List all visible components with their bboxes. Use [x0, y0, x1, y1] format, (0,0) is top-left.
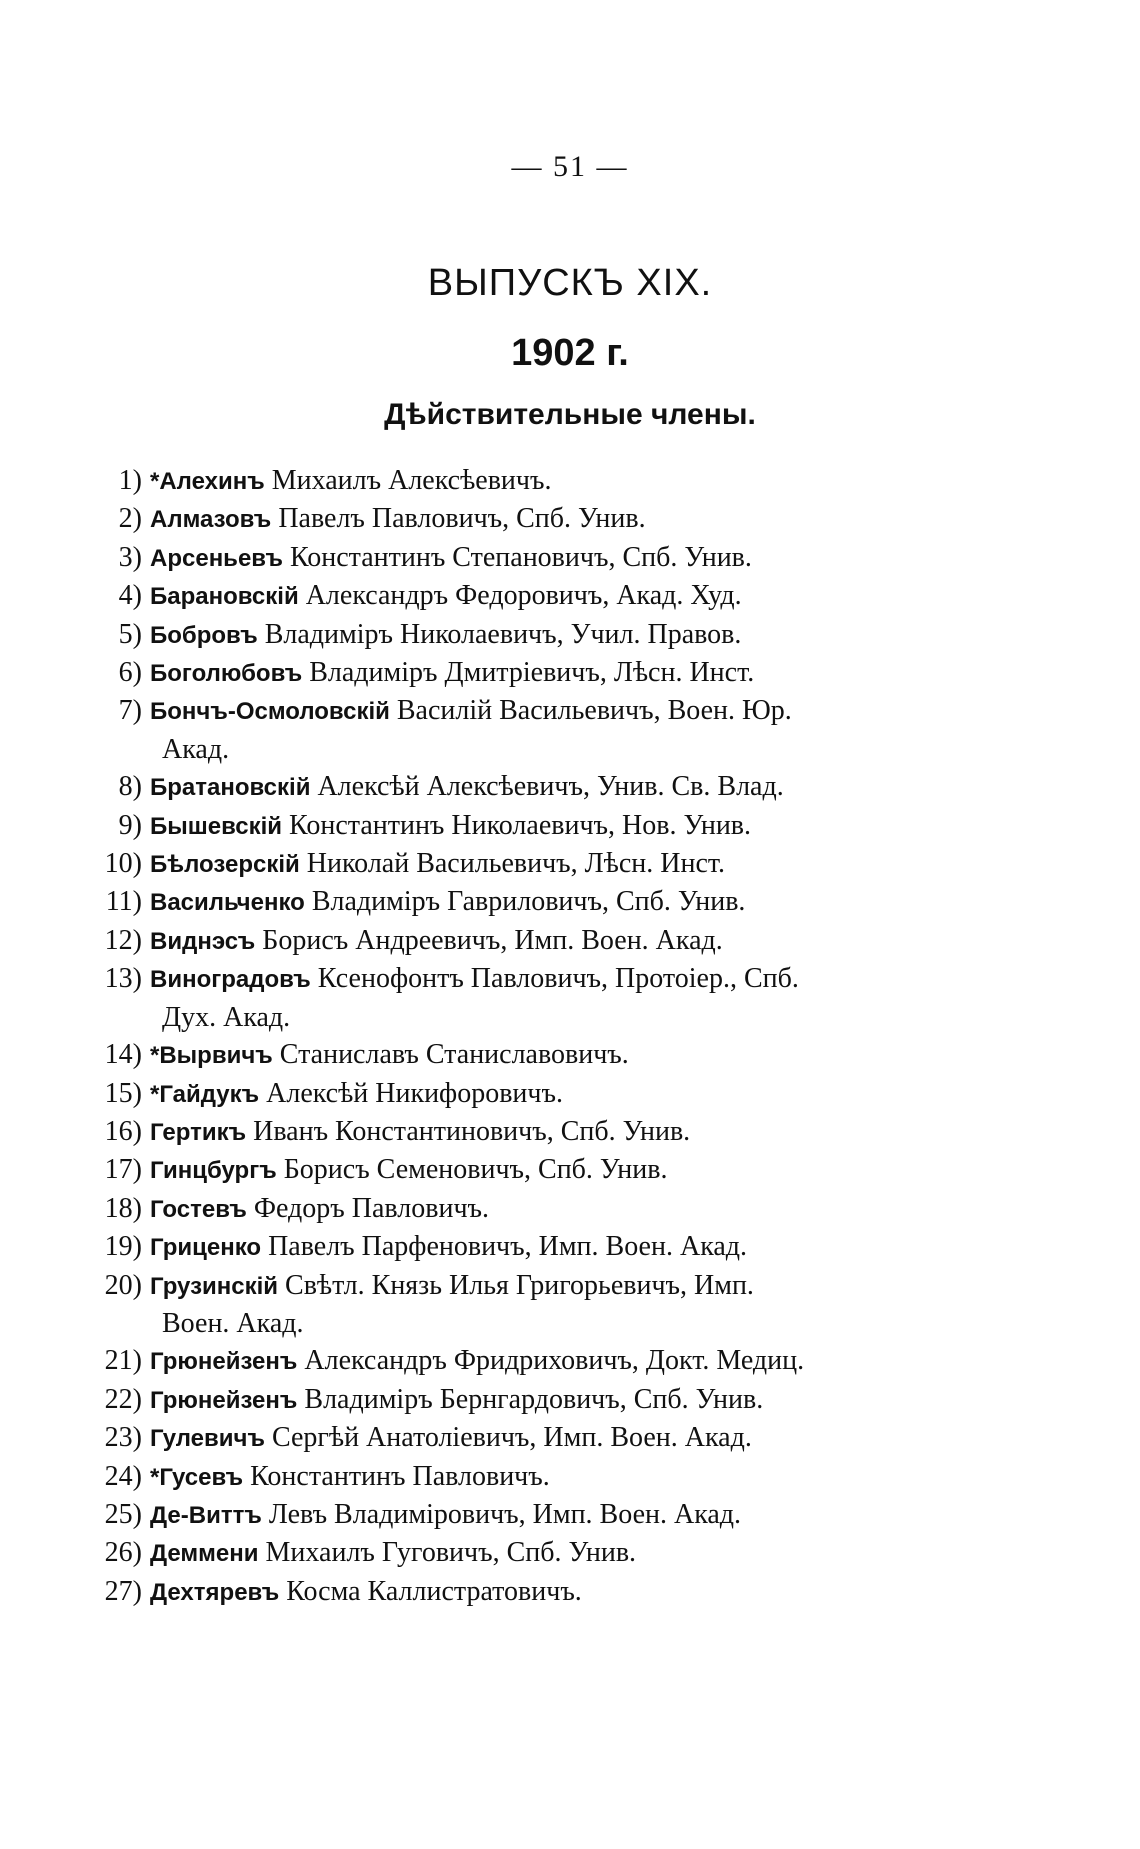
member-details: Борисъ Андреевичъ, Имп. Воен. Акад.: [255, 924, 723, 956]
entry-number: 19): [104, 1231, 142, 1263]
members-list: [80, 462, 960, 1611]
member-surname: Гостевъ: [150, 1195, 247, 1223]
list-item: [80, 1534, 960, 1572]
year-heading: 1902 г.: [511, 332, 629, 374]
list-item: [80, 1190, 960, 1228]
list-item: [80, 1228, 960, 1266]
member-surname: Виноградовъ: [150, 966, 311, 994]
member-surname: Бѣлозерскій: [150, 851, 300, 879]
list-item: [80, 1496, 960, 1534]
member-details-continued: Дух. Акад.: [162, 1001, 291, 1033]
member-surname: Гертикъ: [150, 1118, 247, 1146]
entry-number: 14): [104, 1039, 142, 1071]
member-details-continued: Воен. Акад.: [162, 1307, 304, 1339]
entry-number: 5): [118, 618, 142, 650]
member-details: Константинъ Степановичъ, Спб. Унив.: [282, 541, 752, 573]
list-item: [80, 1342, 960, 1380]
list-item: [80, 960, 960, 1036]
member-details: Сергѣй Анатоліевичъ, Имп. Воен. Акад.: [264, 1422, 752, 1454]
member-details: Константинъ Николаевичъ, Нов. Унив.: [282, 809, 752, 841]
list-item: [80, 1458, 960, 1496]
member-surname: Грюнейзенъ: [150, 1386, 298, 1414]
member-details: Павелъ Павловичъ, Спб. Унив.: [271, 503, 646, 535]
entry-number: 9): [118, 809, 142, 841]
member-details: Иванъ Константиновичъ, Спб. Унив.: [246, 1115, 691, 1147]
member-surname: Бобровъ: [150, 621, 258, 649]
list-item: [80, 845, 960, 883]
member-surname: Алмазовъ: [150, 506, 272, 534]
list-item: [80, 883, 960, 921]
member-details: Владиміръ Гавриловичъ, Спб. Унив.: [304, 886, 746, 918]
member-surname: Барановскій: [150, 583, 299, 611]
entry-number: 4): [118, 580, 142, 612]
member-details: Свѣтл. Князь Илья Григорьевичъ, Имп.: [278, 1269, 754, 1301]
member-surname: Деммени: [150, 1540, 259, 1568]
entry-number: 8): [118, 771, 142, 803]
entry-number: 21): [104, 1345, 142, 1377]
member-details: Николай Васильевичъ, Лѣсн. Инст.: [299, 848, 726, 880]
member-surname: *Гайдукъ: [150, 1080, 260, 1108]
member-surname: Дехтяревъ: [150, 1578, 280, 1606]
entry-number: 13): [104, 963, 142, 995]
member-details: Александръ Федоровичъ, Акад. Худ.: [298, 580, 742, 612]
member-details: Борисъ Семеновичъ, Спб. Унив.: [276, 1154, 668, 1186]
list-item: [80, 654, 960, 692]
member-surname: Грюнейзенъ: [150, 1348, 298, 1376]
page-number: — 51 —: [511, 150, 629, 183]
entry-number: 2): [118, 503, 142, 535]
entry-number: 26): [104, 1537, 142, 1569]
member-surname: *Гусевъ: [150, 1463, 244, 1491]
entry-number: 12): [104, 924, 142, 956]
entry-number: 25): [104, 1498, 142, 1530]
entry-number: 10): [104, 848, 142, 880]
list-item: [80, 1573, 960, 1611]
member-details: Ксенофонтъ Павловичъ, Протоіер., Спб.: [310, 963, 799, 995]
member-details: Алексѣй Алексѣевичъ, Унив. Св. Влад.: [310, 771, 784, 803]
member-details: Михаилъ Алексѣевичъ.: [264, 465, 552, 496]
entry-number: 15): [104, 1077, 142, 1109]
member-details: Левъ Владиміровичъ, Имп. Воен. Акад.: [261, 1498, 742, 1530]
member-surname: Гинцбургъ: [150, 1157, 277, 1185]
entry-number: 7): [118, 695, 142, 727]
member-details: Александръ Фридриховичъ, Докт. Медиц.: [297, 1345, 805, 1377]
entry-number: 3): [118, 541, 142, 573]
member-details: Владиміръ Николаевичъ, Учил. Правов.: [257, 618, 742, 650]
member-surname: Бончъ-Осмоловскій: [150, 698, 390, 726]
member-details: Косма Каллистратовичъ.: [279, 1575, 582, 1607]
section-heading: Дѣйствительные члены.: [384, 398, 756, 431]
member-surname: *Вырвичъ: [150, 1042, 273, 1070]
member-surname: Братановскій: [150, 774, 311, 802]
list-item: [80, 1036, 960, 1074]
member-details: Федоръ Павловичъ.: [246, 1192, 490, 1224]
member-details: Константинъ Павловичъ.: [243, 1460, 550, 1492]
member-surname: Де-Виттъ: [150, 1501, 262, 1529]
list-item: [80, 1381, 960, 1419]
member-surname: *Алехинъ: [150, 468, 265, 495]
list-item: [80, 500, 960, 538]
list-item: [80, 692, 960, 768]
member-details: Михаилъ Гуговичъ, Спб. Унив.: [258, 1537, 637, 1569]
entry-number: 23): [104, 1422, 142, 1454]
entry-number: 20): [104, 1269, 142, 1301]
list-item: [80, 462, 960, 500]
list-item: [80, 768, 960, 806]
list-item: [80, 1113, 960, 1151]
list-item: [80, 807, 960, 845]
list-item: [80, 1151, 960, 1189]
member-details: Станиславъ Станиславовичъ.: [272, 1039, 629, 1071]
entry-number: 16): [104, 1115, 142, 1147]
entry-number: 18): [104, 1192, 142, 1224]
member-surname: Грузинскій: [150, 1272, 279, 1300]
member-details: Василій Васильевичъ, Воен. Юр.: [389, 695, 792, 727]
list-item: [80, 1075, 960, 1113]
list-item: [80, 539, 960, 577]
list-item: [80, 616, 960, 654]
entry-number: 17): [104, 1154, 142, 1186]
entry-number: 24): [104, 1460, 142, 1492]
entry-number: 6): [118, 657, 142, 689]
member-surname: Бышевскій: [150, 812, 283, 840]
issue-title: ВЫПУСКЪ XIX.: [427, 262, 713, 304]
member-details: Алексѣй Никифоровичъ.: [259, 1077, 563, 1109]
member-details: Владиміръ Дмитріевичъ, Лѣсн. Инст.: [302, 657, 755, 689]
entry-number: 22): [104, 1383, 142, 1415]
list-item: [80, 1267, 960, 1343]
member-details: Владиміръ Бернгардовичъ, Спб. Унив.: [297, 1383, 764, 1415]
list-item: [80, 1419, 960, 1457]
member-surname: Виднэсъ: [150, 927, 256, 955]
member-surname: Гриценко: [150, 1234, 262, 1262]
entry-number: 11): [105, 886, 142, 918]
list-item: [80, 577, 960, 615]
entry-number: 27): [104, 1575, 142, 1607]
member-surname: Васильченко: [150, 889, 305, 917]
member-details-continued: Акад.: [162, 733, 230, 765]
member-details: Павелъ Парфеновичъ, Имп. Воен. Акад.: [261, 1231, 748, 1263]
member-surname: Гулевичъ: [150, 1425, 265, 1453]
list-item: [80, 922, 960, 960]
member-surname: Арсеньевъ: [150, 544, 283, 572]
member-surname: Боголюбовъ: [150, 660, 303, 688]
entry-number: 1): [118, 465, 142, 496]
